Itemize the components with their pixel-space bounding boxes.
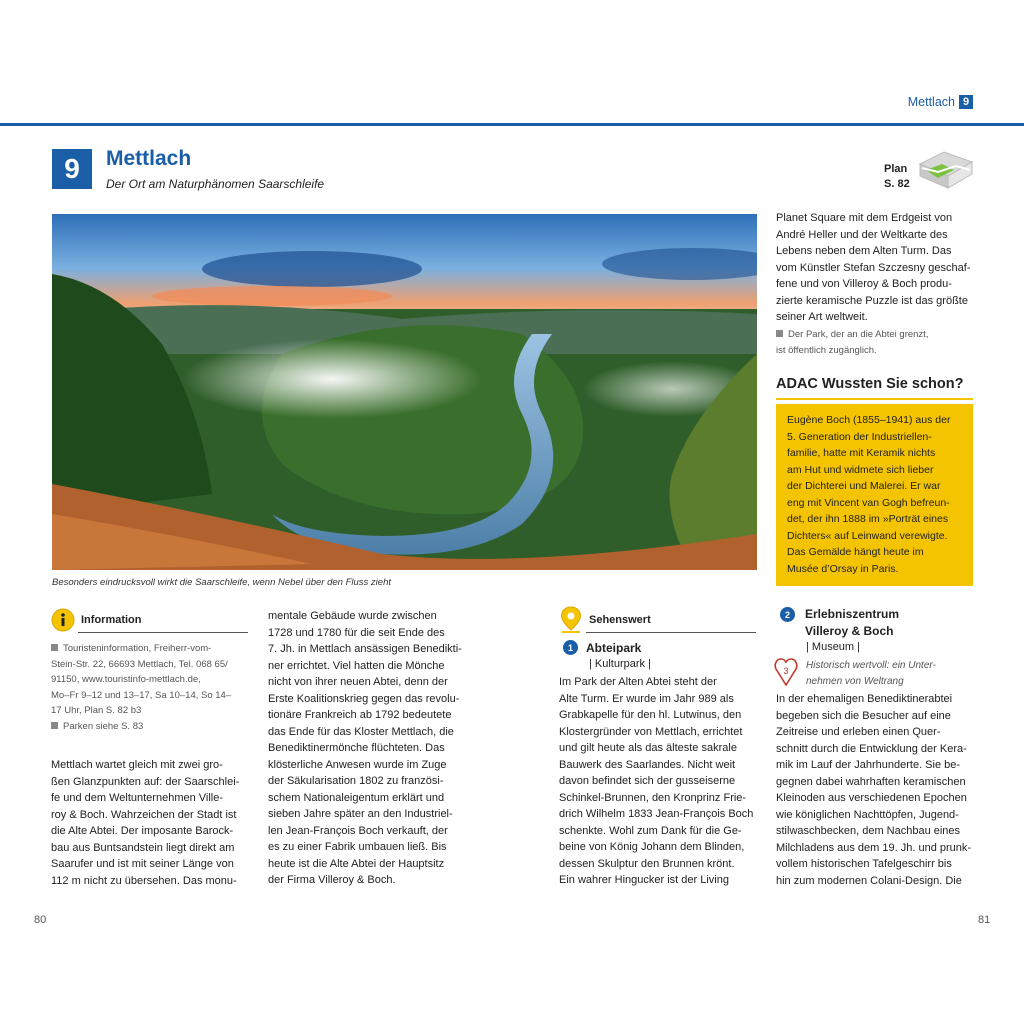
right-line: seiner Art weltweit. <box>776 311 868 323</box>
sight-1-text <box>559 674 756 889</box>
park-note-line: Der Park, der an die Abtei grenzt, <box>788 329 929 340</box>
adac-line: 5. Generation der Industriellen- <box>787 430 932 443</box>
body-line: schem Nationaleigentum erklärt und <box>268 791 445 804</box>
adac-line: det, der ihn 1888 im »Porträt eines <box>787 513 949 525</box>
sight-2-text <box>776 691 973 889</box>
information-rule <box>78 632 248 633</box>
sight-1-line: beine von König Johann dem Blinden, <box>559 841 745 853</box>
info-icon <box>51 608 75 632</box>
sight-1-line: schenkte. Wohl zum Dank für die Ge- <box>559 824 742 837</box>
sight-1-line: drich Wilhelm 1833 Jean-François Boch <box>559 808 754 820</box>
sight-2-line: In der ehemaligen Benediktinerabtei <box>776 693 953 705</box>
sight-1-number: 1 <box>563 640 578 655</box>
sight-2-number: 2 <box>780 607 795 622</box>
body-line: 7. Jh. in Mettlach ansässigen Benedikti- <box>268 643 462 655</box>
sight-1-line: Schinkel-Brunnen, den Kronprinz Frie- <box>559 791 747 804</box>
park-note-line: ist öffentlich zugänglich. <box>776 345 877 356</box>
adac-line: eng mit Vincent van Gogh befreun- <box>787 496 950 509</box>
body-line: ßen Glanzpunkten auf: der Saarschlei- <box>51 775 240 788</box>
sight-2-line: Kleinoden aus verschiedenen Epochen <box>776 792 967 804</box>
sight-1-line: Im Park der Alten Abtei steht der <box>559 676 717 688</box>
right-line: vom Künstler Stefan Szczesny geschaf- <box>776 261 971 274</box>
body-line: die Alte Abtei. Der imposante Barock- <box>51 825 234 837</box>
photo-caption: Besonders eindrucksvoll wirkt die Saarschleife, wenn Nebel über den Fluss zieht <box>52 577 392 588</box>
adac-fact-box <box>776 404 973 586</box>
sight-2-line: schnitt durch die Entwicklung der Kera- <box>776 742 967 755</box>
running-header-title: Mettlach <box>907 95 955 109</box>
sight-1-heading <box>563 640 641 655</box>
adac-heading: ADAC Wussten Sie schon? <box>776 376 964 392</box>
sight-1-line: Alte Turm. Er wurde im Jahr 989 als <box>559 692 734 705</box>
right-line: Planet Square mit dem Erdgeist von <box>776 212 953 224</box>
sight-1-name: Abteipark <box>586 640 642 655</box>
right-line: zierte keramische Puzzle ist das größte <box>776 294 968 307</box>
running-header <box>908 95 973 109</box>
info-line: Touristeninformation, Freiherr-vom- <box>63 643 212 654</box>
body-line: sieben Jahre später an den Industriel- <box>268 808 453 820</box>
body-line: klösterliche Anwesen wurde im Zuge <box>268 758 447 771</box>
sight-2-name-line1: Erlebniszentrum <box>805 607 900 621</box>
sehenswert-heading <box>559 606 756 634</box>
sight-2-line: mik im Lauf der Jahrhunderte. Sie be- <box>776 759 961 771</box>
body-line: tionäre Frankreich ab 1792 bedeutete <box>268 709 452 721</box>
body-line: Saarufer und ist mit seiner Länge von <box>51 858 234 870</box>
adac-line: Das Gemälde hängt heute im <box>787 546 924 558</box>
sehenswert-label: Sehenswert <box>589 614 651 626</box>
page-number-right: 81 <box>978 914 991 926</box>
adac-rule <box>776 398 973 400</box>
badge-text-line: Historisch wertvoll: ein Unter- <box>806 660 936 671</box>
right-line: André Heller und der Weltkarte des <box>776 228 948 241</box>
adac-line: am Hut und widmete sich lieber <box>787 463 934 476</box>
body-line: 112 m nicht zu übersehen. Das monu- <box>51 874 237 887</box>
sight-2-line: Zeitreise und erleben einen Quer- <box>776 726 941 738</box>
body-line: Mettlach wartet gleich mit zwei gro- <box>51 759 223 771</box>
adac-line: Dichters« auf Leinwand verewigte. <box>787 529 948 542</box>
bullet-square <box>776 330 783 337</box>
sight-1-line: Bauwerk des Saarlandes. Nicht weit <box>559 758 736 771</box>
pin-icon <box>559 606 583 634</box>
body-column-2 <box>268 608 465 889</box>
adac-line: Musée d’Orsay in Paris. <box>787 562 899 575</box>
body-line: der Firma Villeroy & Boch. <box>268 874 396 886</box>
info-line: 17 Uhr, Plan S. 82 b3 <box>51 705 142 716</box>
sight-1-line: Klostergründer von Mettlach, errichtet <box>559 725 743 738</box>
info-line: Mo–Fr 9–12 und 13–17, Sa 10–14, So 14– <box>51 689 232 701</box>
body-line: ner errichtet. Viel hatten die Mönche <box>268 659 445 672</box>
badge-text-line: nehmen von Weltrang <box>806 676 904 687</box>
sight-2-line: stilwaschbecken, dem Nachbau eines <box>776 825 961 837</box>
body-line: bau aus Buntsandstein liegt direkt am <box>51 841 235 854</box>
sight-2-line: vollem historischen Tafelgeschirr bis <box>776 858 952 870</box>
plan-page: S. 82 <box>884 178 910 190</box>
saarschleife-photo <box>52 214 757 570</box>
chapter-number: 9 <box>52 149 92 189</box>
info-line: Stein-Str. 22, 66693 Mettlach, Tel. 068 65/ <box>51 658 228 670</box>
chapter-title: Mettlach <box>106 147 192 170</box>
bullet-square <box>51 644 58 651</box>
body-line: 1728 und 1780 für die seit Ende des <box>268 626 445 639</box>
body-line: mentale Gebäude wurde zwischen <box>268 610 437 622</box>
sight-1-type: | Kulturpark | <box>589 658 651 670</box>
bullet-square <box>51 722 58 729</box>
sight-1-line: Grabkapelle für den hl. Lutwinus, den <box>559 709 742 721</box>
right-column-text <box>776 210 973 326</box>
right-line: Lebens neben dem Alten Turm. Das <box>776 245 952 257</box>
sight-1-line: davon befindet sich der gusseiserne <box>559 775 736 787</box>
body-line: das Ende für das Kloster Mettlach, die <box>268 725 454 738</box>
sight-1-line: Ein wahrer Hingucker ist der Living <box>559 874 729 886</box>
sight-2-line: wie königlichen Nachttöpfen, Jugend- <box>776 808 959 821</box>
plan-label: Plan <box>884 163 908 175</box>
info-line: 91150, www.touristinfo-mettlach.de, <box>51 674 201 685</box>
adac-line: der Dichterei und Malerei. Er war <box>787 480 941 492</box>
right-line: fene und von Villeroy & Boch produ- <box>776 278 952 290</box>
sight-2-line: hin zum modernen Colani-Design. Die <box>776 874 962 887</box>
sight-2-type: | Museum | <box>806 641 861 653</box>
body-line: Erste Koalitionskrieg gegen das revolu- <box>268 692 460 705</box>
body-line: roy & Boch. Wahrzeichen der Stadt ist <box>51 808 237 821</box>
tourist-info-block <box>51 641 251 734</box>
sight-2-line: Milchladens aus dem 19. Jh. und prunk- <box>776 841 972 854</box>
sight-1-line: dessen Skulptur den Brunnen krönt. <box>559 857 735 870</box>
map-plan-icon <box>916 150 976 190</box>
sight-2-name-line2: Villeroy & Boch <box>805 624 894 638</box>
body-line: es zu einer Fabrik umbauen ließ. Bis <box>268 841 447 853</box>
body-line: Benediktinermönche flüchteten. Das <box>268 742 445 754</box>
body-column-1 <box>51 757 248 889</box>
body-line: heute ist die Alte Abtei der Hauptsitz <box>268 857 445 870</box>
body-line: fe und dem Weltunternehmen Ville- <box>51 792 224 804</box>
landscape-illustration <box>52 214 757 570</box>
sight-1-line: und gilt heute als das älteste sakrale <box>559 742 737 754</box>
body-line: len Jean-François Boch verkauft, der <box>268 824 448 837</box>
page-number-left: 80 <box>34 914 47 926</box>
parking-info: Parken siehe S. 83 <box>63 720 144 732</box>
park-note <box>776 327 976 359</box>
body-line: der Säkularisation 1802 zu französi- <box>268 775 444 787</box>
plan-reference[interactable] <box>884 162 910 192</box>
body-line: nicht von ihrer neuen Abtei, denn der <box>268 676 448 688</box>
sehenswert-rule <box>586 632 756 633</box>
header-rule <box>0 123 1024 126</box>
adac-line: familie, hatte mit Keramik nichts <box>787 447 936 459</box>
information-heading <box>51 608 248 632</box>
adac-line: Eugène Boch (1855–1941) aus der <box>787 414 951 426</box>
sight-2-line: gegnen dabei wahrhaften keramischen <box>776 775 966 788</box>
heart-badge-icon <box>774 657 798 687</box>
badge-text <box>806 658 936 690</box>
sight-2-line: begeben sich die Besucher auf eine <box>776 709 951 722</box>
sight-2-heading <box>780 606 899 640</box>
badge-number: 3 <box>783 666 789 676</box>
chapter-subtitle: Der Ort am Naturphänomen Saarschleife <box>106 177 325 191</box>
information-label: Information <box>81 614 142 626</box>
running-header-number: 9 <box>959 95 973 109</box>
